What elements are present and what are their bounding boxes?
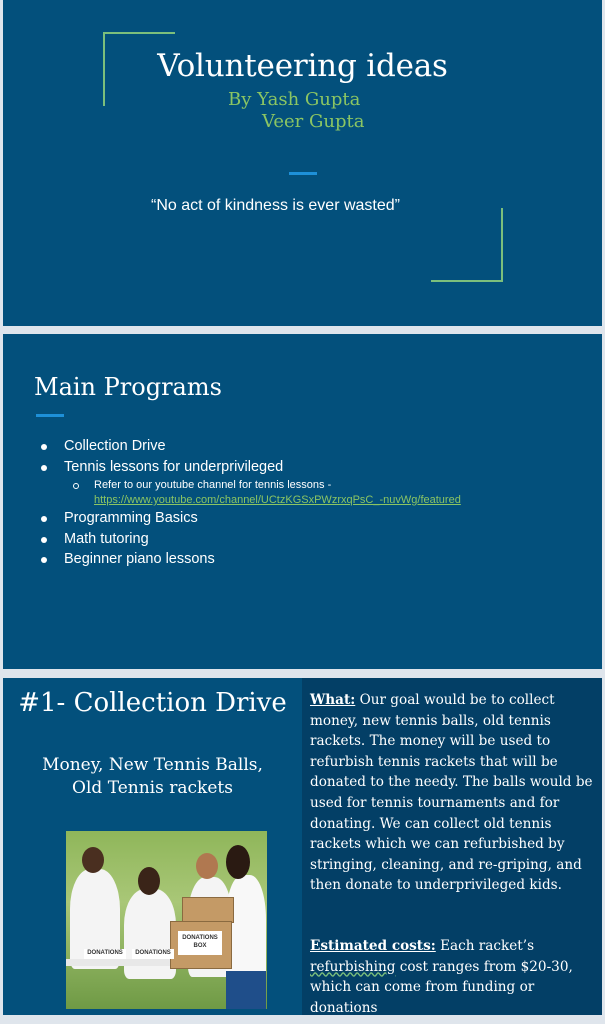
slide-subheading	[3, 754, 302, 800]
list-item	[39, 549, 461, 570]
programs-list	[39, 436, 461, 570]
list-item	[39, 457, 461, 509]
what-text: Our goal would be to collect money, new tennis balls, old tennis rackets. The money will be used to refurbish tennis rackets that will be donated to the needy. The balls would be used for tennis tournaments and for donating. We can collect old tennis rackets which we can refurbished by stringing, cleaning, and re-griping, and then donate to underprivileged kids.	[310, 692, 593, 894]
sub-item-text: Refer to our youtube channel for tennis lessons -	[94, 479, 332, 491]
right-panel	[302, 678, 602, 1015]
what-paragraph	[310, 690, 600, 896]
person-figure	[226, 875, 266, 985]
quote-text: “No act of kindness is ever wasted”	[151, 197, 400, 214]
donations-label: DONATIONS	[132, 949, 174, 959]
slide-heading: Main Programs	[34, 373, 222, 401]
list-item-label: Programming Basics	[64, 510, 198, 526]
volunteers-donations-photo	[66, 831, 267, 1009]
cost-text-pre: Each racket’s	[440, 938, 535, 954]
list-item	[39, 508, 461, 529]
slide-main-programs[interactable]	[3, 334, 602, 669]
what-label: What:	[310, 692, 356, 708]
sub-list	[64, 478, 461, 508]
subheading-line-1: Money, New Tennis Balls,	[42, 755, 263, 775]
person-head	[196, 853, 218, 879]
author-line-2: Veer Gupta	[262, 111, 365, 132]
youtube-channel-link[interactable]: https://www.youtube.com/channel/UCtzKGSxPWzrxqPsC_-nuvWg/featured	[94, 494, 461, 506]
list-item-label: Math tutoring	[64, 530, 149, 547]
estimated-costs-paragraph	[310, 936, 600, 1015]
list-item-label: Tennis lessons for underprivileged	[64, 458, 284, 475]
person-jeans	[226, 971, 266, 1009]
box	[182, 897, 234, 923]
spellcheck-word: refurbishing	[310, 958, 396, 975]
person-head	[82, 847, 104, 873]
author-line-1: By Yash Gupta	[228, 89, 361, 110]
estimated-costs-label: Estimated costs:	[310, 938, 436, 954]
list-item	[39, 436, 461, 457]
slide-collection-drive[interactable]	[3, 678, 602, 1015]
donations-label: DONATIONS	[84, 949, 126, 959]
list-item	[39, 529, 461, 550]
left-panel	[3, 678, 302, 1015]
slide-title[interactable]	[3, 0, 602, 326]
person-head	[226, 845, 250, 879]
accent-divider	[36, 414, 64, 417]
subheading-line-2: Old Tennis rackets	[72, 778, 233, 798]
person-head	[138, 867, 160, 895]
list-item-label: Collection Drive	[64, 438, 166, 454]
donations-box-label: DONATIONS BOX	[178, 931, 222, 955]
cost-text-post: cost ranges from $20-30, which can come from funding or donations	[310, 958, 573, 1015]
presentation-title: Volunteering ideas	[157, 48, 448, 84]
slide-heading: #1- Collection Drive	[18, 688, 287, 718]
accent-divider	[289, 172, 317, 175]
corner-bracket-bottom-right	[431, 208, 503, 282]
sub-list-item	[94, 478, 461, 508]
list-item-label: Beginner piano lessons	[64, 551, 215, 567]
